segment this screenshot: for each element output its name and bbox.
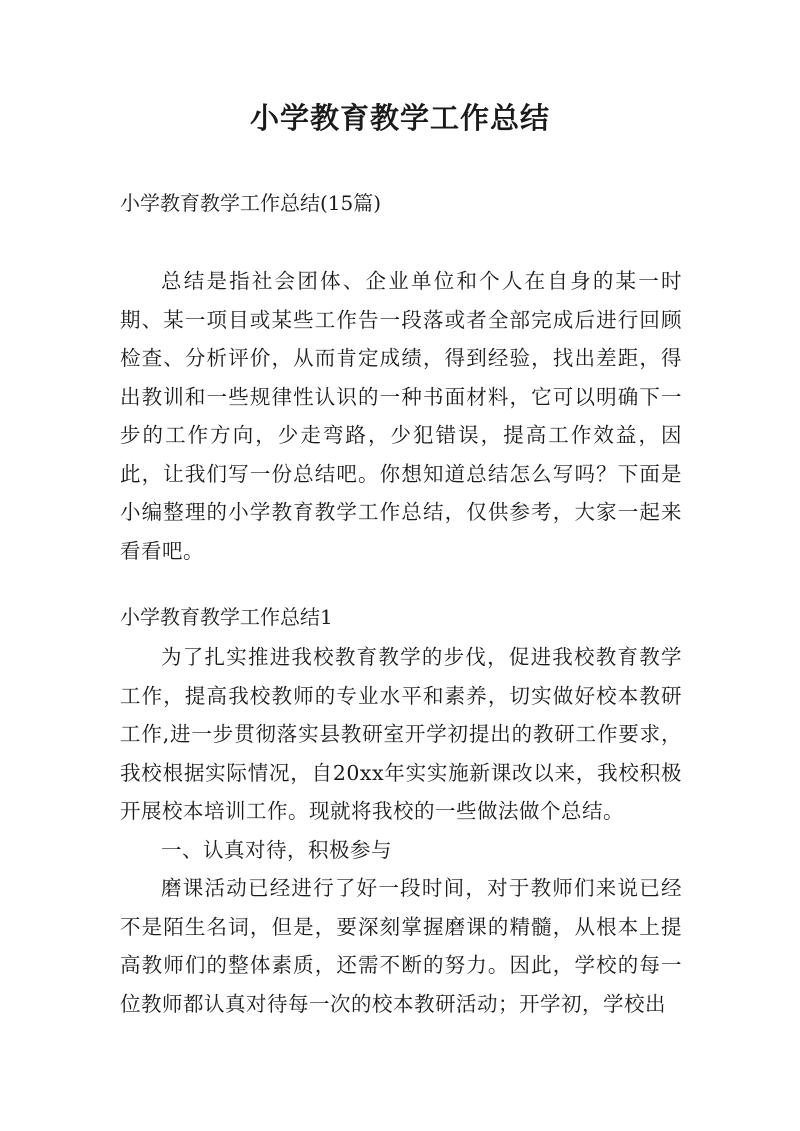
section-body [120,638,682,1023]
page-title: 小学教育教学工作总结 [249,101,550,135]
intro-paragraph: 总结是指社会团体、企业单位和个人在自身的某一时期、某一项目或某些工作告一段落或者全部完成后进行回顾检查、分析评价，从而肯定成绩，得到经验，找出差距，得出教训和一些规律性认识的一种书面材料，它可以明确下一步的工作方向，少走弯路，少犯错误，提高工作效益，因此，让我们写一份总结吧。你想知道总结怎么写吗？下面是小编整理的小学教育教学工作总结，仅供参考，大家一起来看看吧。 [120,269,682,563]
section-heading: 小学教育教学工作总结1 [120,605,333,629]
section-paragraph: 磨课活动已经进行了好一段时间，对于教师们来说已经不是陌生名词，但是，要深刻掌握磨课的精髓，从根本上提高教师们的整体素质，还需不断的努力。因此，学校的每一位教师都认真对待每一次的校本教研活动；开学初，学校出 [120,876,682,1016]
document-subtitle: 小学教育教学工作总结(15篇) [120,191,382,215]
section-paragraph: 为了扎实推进我校教育教学的步伐，促进我校教育教学工作，提高我校教师的专业水平和素养，切实做好校本教研工作,进一步贯彻落实县教研室开学初提出的教研工作要求，我校根据实际情况，自20xx年实实施新课改以来，我校积极开展校本培训工作。现就将我校的一些做法做个总结。 [120,645,682,823]
intro-section [120,262,682,570]
subsection-heading: 一、认真对待，积极参与 [161,837,392,862]
